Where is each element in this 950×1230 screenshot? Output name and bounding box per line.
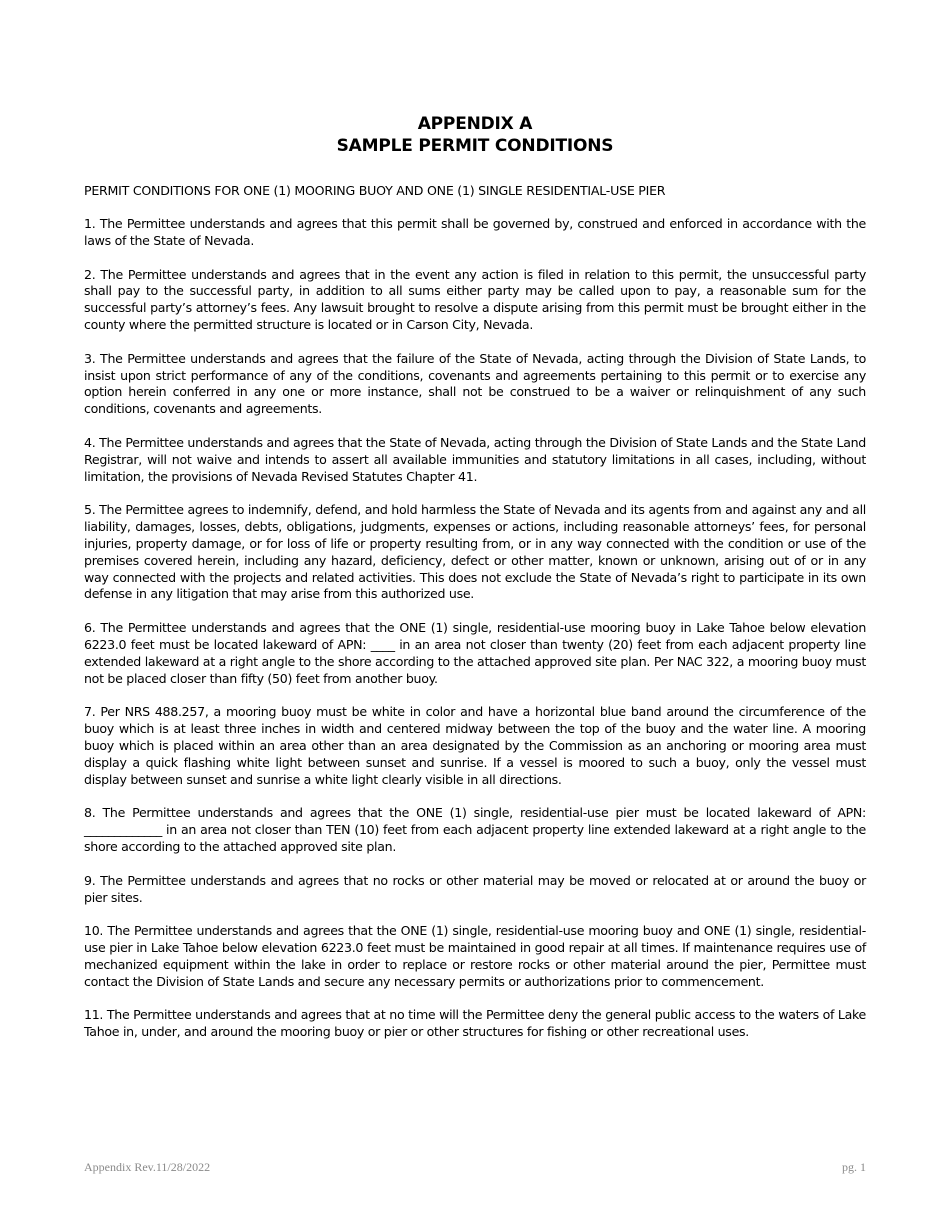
condition-4: 4. The Permittee understands and agrees that the State of Nevada, acting through the Division of State Lands and the State Land Registrar, will not waive and intends to assert all available immunities and statutory limitations in all cases, including, without limitation, the provisions of Nevada Revised Statutes Chapter 41.: [84, 434, 866, 484]
condition-7: 7. Per NRS 488.257, a mooring buoy must be white in color and have a horizontal blue band around the circumference of the buoy which is at least three inches in width and centered midway between the top of the buoy and the water line. A mooring buoy which is placed within an area other than an area designated by the Commission as an anchoring or mooring area must display a quick flashing white light between sunset and sunrise. If a vessel is moored to such a buoy, only the vessel must display between sunset and sunrise a white light clearly visible in all directions.: [84, 704, 866, 787]
condition-9: 9. The Permittee understands and agrees that no rocks or other material may be moved or relocated at or around the buoy or pier sites.: [84, 872, 866, 905]
title-line-2: SAMPLE PERMIT CONDITIONS: [336, 136, 614, 156]
condition-8: 8. The Permittee understands and agrees that the ONE (1) single, residential-use pier must be located lakeward of APN: _____________ in an area not closer than TEN (10) feet from each adjacent property line extended lakeward at a right angle to the shore according to the attached approved site plan.: [84, 805, 866, 854]
condition-3: 3. The Permittee understands and agrees that the failure of the State of Nevada, acting through the Division of State Lands, to insist upon strict performance of any of the conditions, covenants and agreements pertaining to this permit or to exercise any option herein conferred in any one or more instance, shall not be construed to be a waiver or relinquishment of any such conditions, covenants and agreements.: [84, 350, 866, 417]
permit-conditions-heading: PERMIT CONDITIONS FOR ONE (1) MOORING BUOY AND ONE (1) SINGLE RESIDENTIAL-USE PIER: [84, 183, 666, 198]
page-title: [84, 113, 866, 157]
footer-page-number: pg. 1: [842, 1160, 866, 1174]
condition-11: 11. The Permittee understands and agrees that at no time will the Permittee deny the general public access to the waters of Lake Tahoe in, under, and around the mooring buoy or pier or other structures for fishing or other recreational uses.: [84, 1007, 866, 1040]
footer-revision: Appendix Rev.11/28/2022: [84, 1160, 211, 1174]
condition-10: 10. The Permittee understands and agrees that the ONE (1) single, residential-use mooring buoy and ONE (1) single, residential-use pier in Lake Tahoe below elevation 6223.0 feet must be maintained in good repair at all times. If maintenance requires use of mechanized equipment within the lake in order to replace or restore rocks or other material around the pier, Permittee must contact the Division of State Lands and secure any necessary permits or authorizations prior to commencement.: [84, 923, 866, 989]
document-page: [84, 113, 866, 1041]
title-line-1: APPENDIX A: [417, 114, 533, 134]
condition-2: 2. The Permittee understands and agrees that in the event any action is filed in relation to this permit, the unsuccessful party shall pay to the successful party, in addition to all sums either party may be called upon to pay, a reasonable sum for the successful party’s attorney’s fees. Any lawsuit brought to resolve a dispute arising from this permit must be brought either in the county where the permitted structure is located or in Carson City, Nevada.: [84, 266, 866, 332]
condition-5: 5. The Permittee agrees to indemnify, defend, and hold harmless the State of Nevada and its agents from and against any and all liability, damages, losses, debts, obligations, judgments, expenses or actions, including reasonable attorneys’ fees, for personal injuries, property damage, or for loss of life or property resulting from, or in any way connected with the condition or use of the premises covered herein, including any hazard, deficiency, defect or other matter, known or unknown, arising out of or in any way connected with the projects and related activities. This does not exclude the State of Nevada’s right to participate in its own defense in any litigation that may arise from this authorized use.: [84, 502, 866, 602]
condition-6: 6. The Permittee understands and agrees that the ONE (1) single, residential-use mooring buoy in Lake Tahoe below elevation 6223.0 feet must be located lakeward of APN: ____ in an area not closer than twenty (20) feet from each adjacent property line extended lakeward at a right angle to the shore according to the attached approved site plan. Per NAC 322, a mooring buoy must not be placed closer than fifty (50) feet from another buoy.: [84, 620, 866, 686]
condition-1: 1. The Permittee understands and agrees that this permit shall be governed by, construed and enforced in accordance with the laws of the State of Nevada.: [84, 216, 866, 248]
